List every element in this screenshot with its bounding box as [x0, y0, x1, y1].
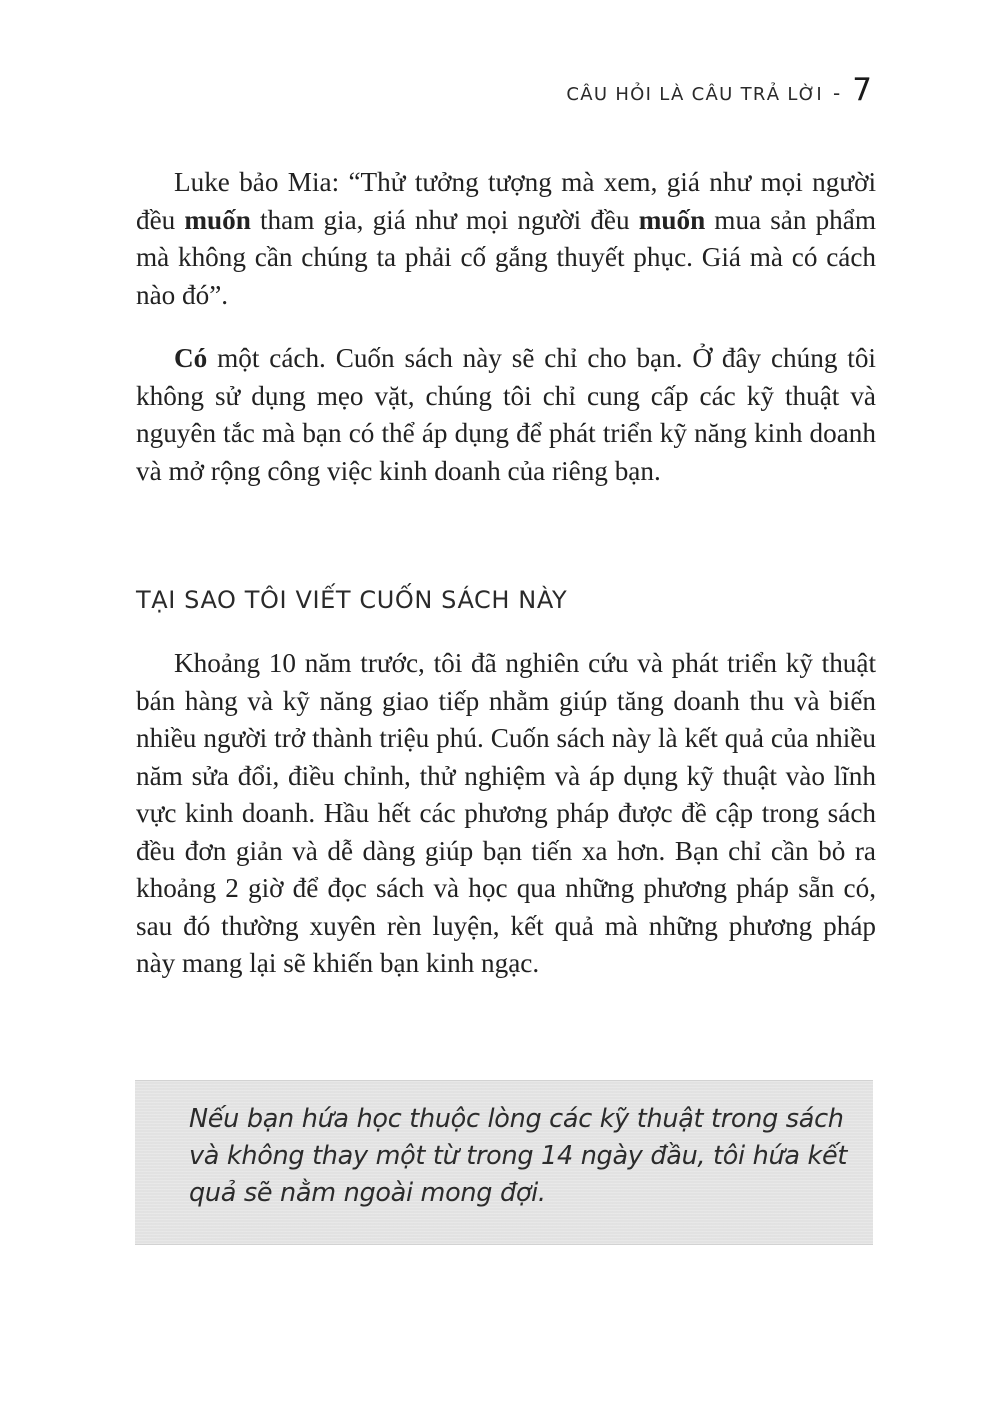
running-head	[566, 72, 872, 108]
paragraph-there-is-a-way	[136, 340, 876, 490]
page-number: 7	[852, 72, 872, 108]
running-head-title: CÂU HỎI LÀ CÂU TRẢ LỜI	[566, 84, 824, 105]
paragraph-text: tham gia, giá như mọi người đều	[250, 204, 639, 235]
bold-emphasis: muốn	[184, 204, 251, 235]
paragraph-text: Luke bảo Mia: “Thử tưởng tượng mà xem, giá như mọi người đều	[136, 167, 876, 235]
paragraph-text: mua sản phẩm mà không cần chúng ta phải cố gắng thuyết phục. Giá mà có cách nào đó”.	[136, 204, 876, 310]
section-heading: TẠI SAO TÔI VIẾT CUỐN SÁCH NÀY	[136, 586, 568, 614]
highlight-quote-box	[135, 1080, 873, 1245]
bold-emphasis: muốn	[638, 204, 706, 235]
highlight-quote-text: Nếu bạn hứa học thuộc lòng các kỹ thuật trong sách và không thay một từ trong 14 ngày đầu, tôi hứa kết quả sẽ nằm ngoài mong đợi.	[189, 1104, 848, 1208]
bold-emphasis: Có	[174, 343, 208, 373]
paragraph-luke-quote	[136, 164, 876, 314]
running-head-separator: -	[833, 81, 841, 105]
paragraph-text: một cách. Cuốn sách này sẽ chỉ cho bạn. Ở đây chúng tôi không sử dụng mẹo vặt, chúng tôi chỉ cung cấp các kỹ thuật và nguyên tắc mà bạn có thể áp dụng để phát triển kỹ năng kinh doanh và mở rộng công việc kinh doanh của riêng bạn.	[136, 343, 876, 486]
paragraph-ten-years-ago: Khoảng 10 năm trước, tôi đã nghiên cứu và phát triển kỹ thuật bán hàng và kỹ năng giao tiếp nhằm giúp tăng doanh thu và biến nhiều người trở thành triệu phú. Cuốn sách này là kết quả của nhiều năm sửa đổi, điều chỉnh, thử nghiệm và áp dụng kỹ thuật vào lĩnh vực kinh doanh. Hầu hết các phương pháp được đề cập trong sách đều đơn giản và dễ dàng giúp bạn tiến xa hơn. Bạn chỉ cần bỏ ra khoảng 2 giờ để đọc sách và học qua những phương pháp sẵn có, sau đó thường xuyên rèn luyện, kết quả mà những phương pháp này mang lại sẽ khiến bạn kinh ngạc.	[136, 648, 876, 978]
